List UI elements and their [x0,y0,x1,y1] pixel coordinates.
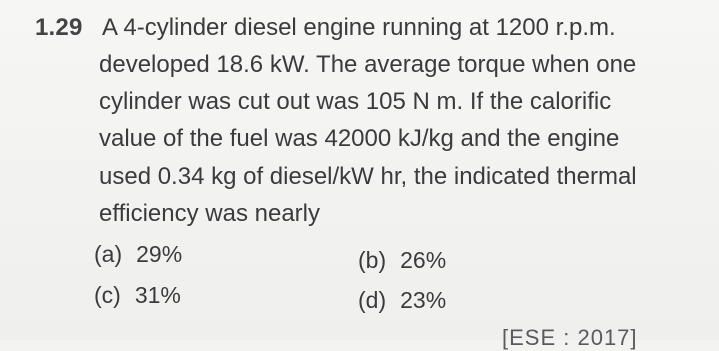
option-value: 26% [400,247,447,273]
question-line: developed 18.6 kW. The average torque when one [99,51,637,78]
option-value: 23% [400,287,447,313]
option-a[interactable] [94,240,182,268]
source-citation: [ESE : 2017] [502,325,638,350]
question-number: 1.29 [35,14,83,41]
option-value: 31% [134,282,181,308]
option-label: (a) [94,241,123,267]
question-line: value of the fuel was 42000 kJ/kg and the engine [99,125,620,152]
option-value: 29% [136,241,183,267]
question-line: used 0.34 kg of diesel/kW hr, the indicated thermal [99,163,637,190]
question-line: cylinder was cut out was 105 N m. If the calorific [99,88,612,115]
option-b[interactable] [358,246,446,274]
option-c[interactable] [94,281,181,309]
option-label: (b) [358,247,387,273]
question-line: efficiency was nearly [99,200,320,227]
option-label: (c) [94,282,121,308]
option-label: (d) [358,287,387,313]
question-line: A 4-cylinder diesel engine running at 1200 r.p.m. [102,14,616,41]
option-d[interactable] [358,286,446,314]
